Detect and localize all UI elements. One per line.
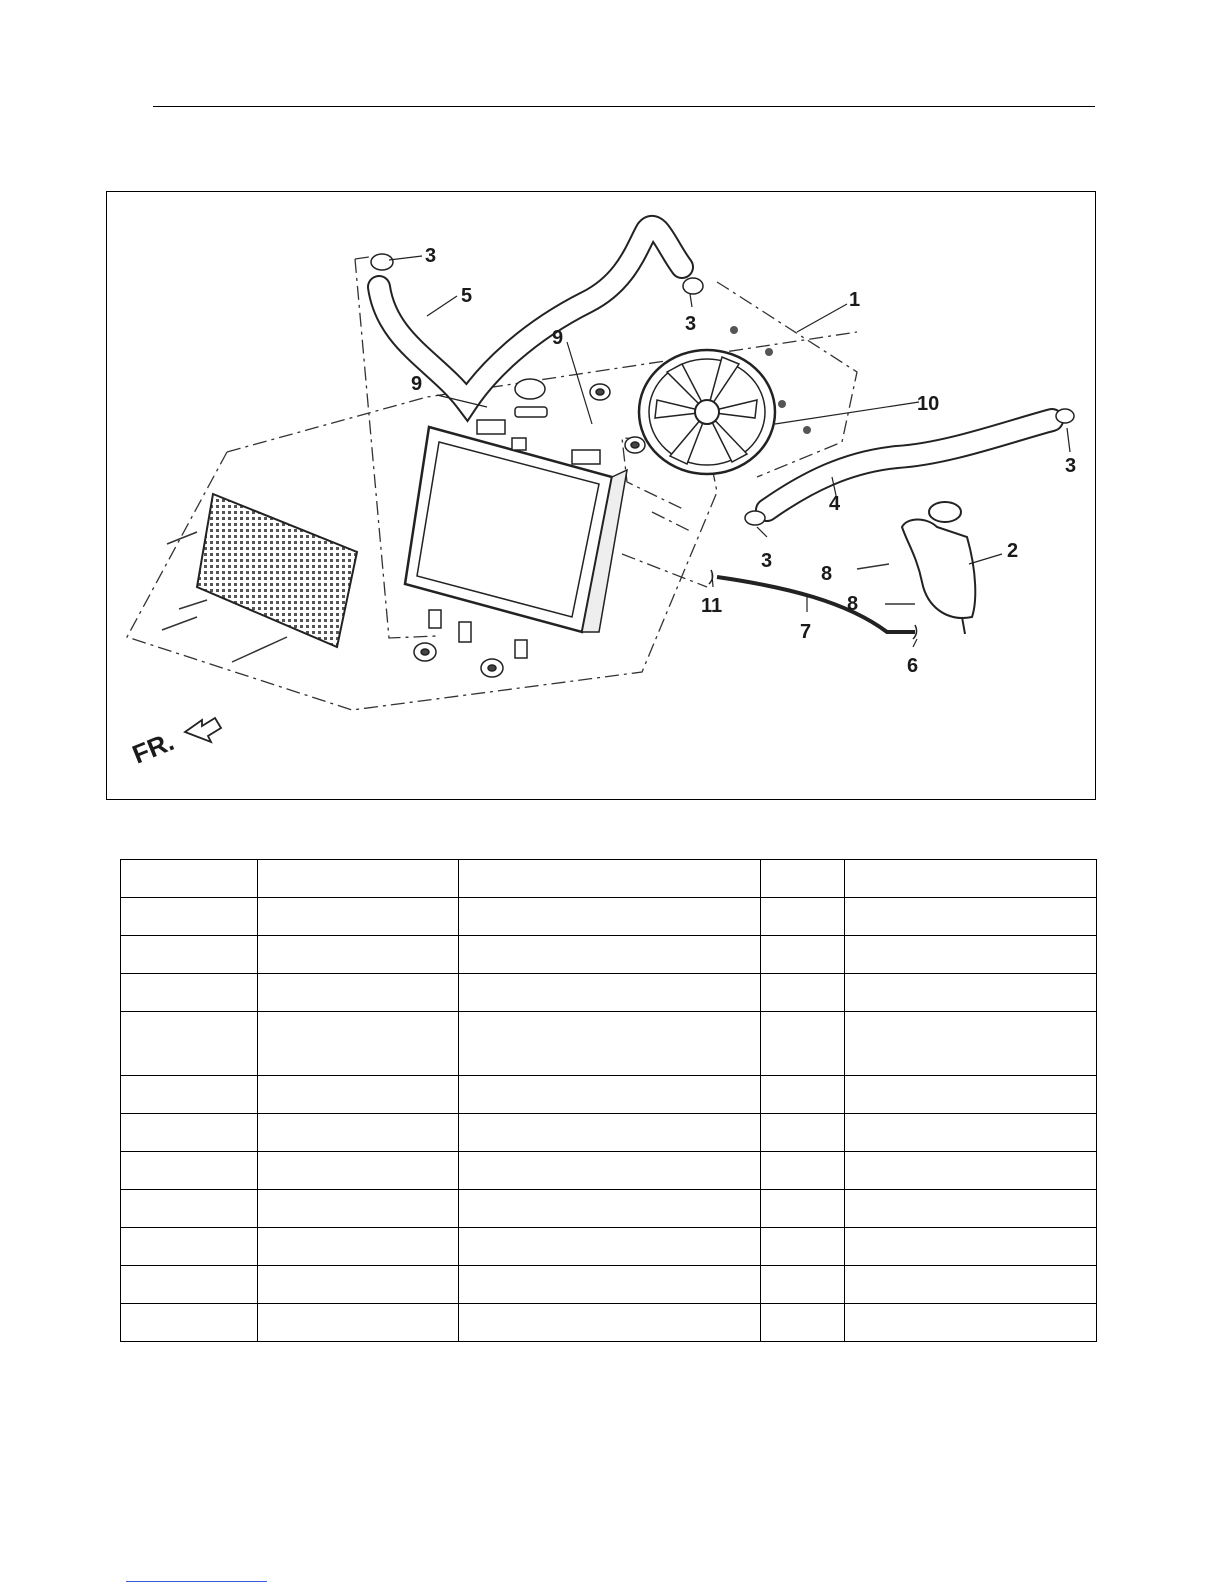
table-cell xyxy=(761,1228,845,1266)
table-cell xyxy=(845,1012,1097,1076)
callout-1: 1 xyxy=(849,289,861,311)
table-row xyxy=(121,1228,1097,1266)
footer-link-underline xyxy=(126,1581,267,1582)
table-row xyxy=(121,1114,1097,1152)
table-cell xyxy=(459,1152,761,1190)
table-row xyxy=(121,936,1097,974)
table-cell xyxy=(258,1266,459,1304)
table-cell xyxy=(121,1114,258,1152)
parts-table-body xyxy=(121,860,1097,1342)
table-cell xyxy=(761,860,845,898)
parts-list-table xyxy=(120,859,1097,1342)
table-row xyxy=(121,1266,1097,1304)
table-cell xyxy=(459,1304,761,1342)
callout-8a: 8 xyxy=(821,563,833,585)
table-cell xyxy=(258,860,459,898)
table-cell xyxy=(258,1228,459,1266)
table-cell xyxy=(121,1304,258,1342)
table-cell xyxy=(258,974,459,1012)
table-cell xyxy=(459,1266,761,1304)
callout-4: 4 xyxy=(829,493,841,515)
callout-2: 2 xyxy=(1007,540,1019,562)
table-row xyxy=(121,1304,1097,1342)
table-cell xyxy=(761,936,845,974)
table-cell xyxy=(761,1114,845,1152)
table-cell xyxy=(258,1114,459,1152)
table-cell xyxy=(121,1012,258,1076)
table-cell xyxy=(761,1152,845,1190)
table-cell xyxy=(761,898,845,936)
table-cell xyxy=(459,936,761,974)
callout-3b: 3 xyxy=(685,313,697,335)
callout-3c: 3 xyxy=(1065,455,1077,477)
table-cell xyxy=(258,936,459,974)
table-cell xyxy=(258,1152,459,1190)
callout-5: 5 xyxy=(461,285,473,307)
front-label: FR. xyxy=(128,726,179,770)
diagram-drawing xyxy=(107,192,1097,801)
table-cell xyxy=(459,898,761,936)
table-cell xyxy=(459,1190,761,1228)
table-cell xyxy=(121,1266,258,1304)
table-cell xyxy=(761,1304,845,1342)
table-cell xyxy=(121,936,258,974)
table-row xyxy=(121,898,1097,936)
callout-7: 7 xyxy=(800,621,812,643)
table-cell xyxy=(845,1228,1097,1266)
table-cell xyxy=(121,974,258,1012)
front-direction-marker xyxy=(128,718,221,770)
table-row xyxy=(121,1012,1097,1076)
table-cell xyxy=(121,1228,258,1266)
table-cell xyxy=(121,1152,258,1190)
callout-11: 11 xyxy=(701,595,723,617)
table-cell xyxy=(845,1152,1097,1190)
table-cell xyxy=(459,1114,761,1152)
table-row xyxy=(121,1190,1097,1228)
table-cell xyxy=(459,860,761,898)
callout-10: 10 xyxy=(917,393,940,415)
exploded-parts-diagram xyxy=(106,191,1096,800)
table-cell xyxy=(459,1012,761,1076)
table-row xyxy=(121,1076,1097,1114)
table-row xyxy=(121,860,1097,898)
radiator-core xyxy=(405,420,627,658)
table-cell xyxy=(845,1114,1097,1152)
radiator-guard-grille xyxy=(162,494,357,662)
table-cell xyxy=(121,1076,258,1114)
table-cell xyxy=(845,974,1097,1012)
table-cell xyxy=(845,1266,1097,1304)
table-cell xyxy=(761,1190,845,1228)
table-cell xyxy=(459,1228,761,1266)
table-row xyxy=(121,974,1097,1012)
callout-3d: 3 xyxy=(761,550,773,572)
callout-9b: 9 xyxy=(552,327,564,349)
cooling-fan-assembly xyxy=(639,326,811,474)
table-cell xyxy=(845,1304,1097,1342)
table-cell xyxy=(845,860,1097,898)
table-cell xyxy=(258,1304,459,1342)
table-cell xyxy=(459,1076,761,1114)
header-rule xyxy=(153,106,1095,107)
table-cell xyxy=(845,1076,1097,1114)
table-cell xyxy=(258,1190,459,1228)
table-cell xyxy=(121,898,258,936)
table-cell xyxy=(121,1190,258,1228)
table-row xyxy=(121,1152,1097,1190)
callout-8b: 8 xyxy=(847,593,859,615)
table-cell xyxy=(845,1190,1097,1228)
table-cell xyxy=(258,1076,459,1114)
callout-3a: 3 xyxy=(425,245,437,267)
callout-6: 6 xyxy=(907,655,919,677)
table-cell xyxy=(258,898,459,936)
table-cell xyxy=(258,1012,459,1076)
table-cell xyxy=(459,974,761,1012)
table-cell xyxy=(761,1266,845,1304)
table-cell xyxy=(845,898,1097,936)
callout-9a: 9 xyxy=(411,373,423,395)
coolant-reservoir xyxy=(857,502,975,634)
table-cell xyxy=(121,860,258,898)
table-cell xyxy=(845,936,1097,974)
table-cell xyxy=(761,1012,845,1076)
table-cell xyxy=(761,1076,845,1114)
lower-radiator-hose xyxy=(745,409,1077,525)
table-cell xyxy=(761,974,845,1012)
